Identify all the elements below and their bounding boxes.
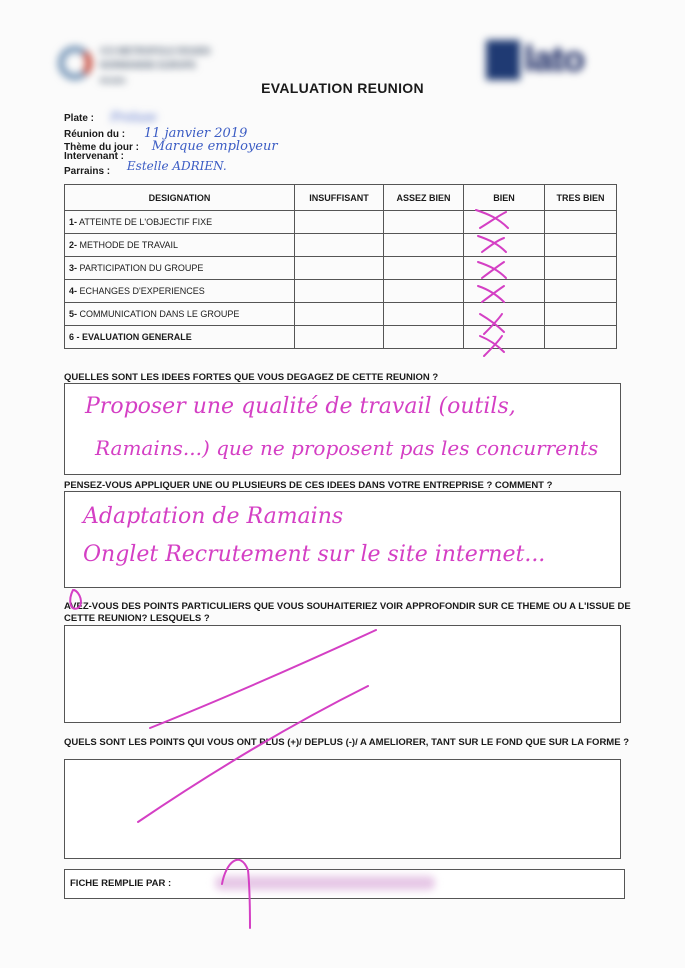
cell-insuffisant[interactable]: [295, 280, 384, 303]
sponsors-line: [64, 159, 227, 177]
cell-insuffisant[interactable]: [295, 326, 384, 349]
answer-2-line-2: Onglet Recrutement sur le site internet...: [83, 542, 546, 567]
place-label: Plate :: [64, 113, 95, 124]
speaker-label: Intervenant :: [64, 151, 125, 162]
theme-label: Thème du jour :: [64, 142, 139, 153]
cell-assez-bien[interactable]: [384, 234, 464, 257]
cell-tres-bien[interactable]: [545, 211, 617, 234]
col-assez-bien: ASSEZ BIEN: [384, 185, 464, 211]
cell-bien[interactable]: [464, 211, 545, 234]
answer-1-line-1: Proposer une qualité de travail (outils,: [85, 394, 516, 419]
cell-assez-bien[interactable]: [384, 257, 464, 280]
table-row: 6 - EVALUATION GENERALE: [65, 326, 617, 349]
cell-assez-bien[interactable]: [384, 303, 464, 326]
place-line: [64, 110, 157, 124]
cell-bien[interactable]: [464, 326, 545, 349]
cell-bien[interactable]: [464, 257, 545, 280]
cell-bien[interactable]: [464, 280, 545, 303]
answer-2-line-1: Adaptation de Ramains: [83, 504, 344, 529]
cell-insuffisant[interactable]: [295, 257, 384, 280]
table-row: 1- ATTEINTE DE L'OBJECTIF FIXE: [65, 211, 617, 234]
evaluation-table: [64, 184, 617, 349]
cell-tres-bien[interactable]: [545, 257, 617, 280]
table-row: 5- COMMUNICATION DANS LE GROUPE: [65, 303, 617, 326]
cell-assez-bien[interactable]: [384, 211, 464, 234]
table-row: 4- ECHANGES D'EXPERIENCES: [65, 280, 617, 303]
cell-tres-bien[interactable]: [545, 234, 617, 257]
question-3: AVEZ-VOUS DES POINTS PARTICULIERS QUE VOUS SOUHAITERIEZ VOIR APPROFONDIR SUR CE THEME OU A L'ISSUE DE CETTE REUNION? LESQUELS ?: [64, 601, 631, 624]
cell-tres-bien[interactable]: [545, 303, 617, 326]
theme-value: Marque employeur: [151, 139, 278, 154]
col-insuffisant: INSUFFISANT: [295, 185, 384, 211]
col-designation: DESIGNATION: [65, 185, 295, 211]
speaker-line: [64, 151, 124, 162]
answer-1-line-2: Ramains...) que ne proposent pas les concurrents: [95, 436, 599, 460]
cell-bien[interactable]: [464, 234, 545, 257]
question-4: QUELS SONT LES POINTS QUI VOUS ONT PLUS (+)/ DEPLUS (-)/ A AMELIORER, TANT SUR LE FOND QUE SUR LA FORME ?: [64, 737, 629, 748]
answer-box-2[interactable]: [64, 491, 621, 588]
answer-box-3[interactable]: [64, 625, 621, 723]
question-1: QUELLES SONT LES IDEES FORTES QUE VOUS DEGAGEZ DE CETTE REUNION ?: [64, 372, 439, 383]
sponsors-value: Estelle ADRIEN.: [126, 159, 227, 173]
cell-bien[interactable]: [464, 303, 545, 326]
col-bien: BIEN: [464, 185, 545, 211]
filled-by-label: FICHE REMPLIE PAR :: [70, 878, 172, 889]
sponsors-label: Parrains :: [64, 166, 111, 177]
col-tres-bien: TRES BIEN: [545, 185, 617, 211]
page-title: EVALUATION REUNION: [261, 80, 424, 96]
company-logo-right: lato: [482, 34, 622, 86]
table-row: 3- PARTICIPATION DU GROUPE: [65, 257, 617, 280]
filled-by-box[interactable]: [64, 869, 625, 899]
cell-assez-bien[interactable]: [384, 280, 464, 303]
question-2: PENSEZ-VOUS APPLIQUER UNE OU PLUSIEURS DE CES IDEES DANS VOTRE ENTREPRISE ? COMMENT ?: [64, 480, 553, 491]
cell-tres-bien[interactable]: [545, 280, 617, 303]
filled-by-signature: [215, 876, 435, 890]
company-logo-left: CCI METROPOLE ROUEN NORMANDIE EUROPE ROUEN: [52, 40, 252, 100]
table-header-row: [65, 185, 617, 211]
cell-assez-bien[interactable]: [384, 326, 464, 349]
cell-insuffisant[interactable]: [295, 211, 384, 234]
date-label: Réunion du :: [64, 129, 126, 140]
answer-box-1[interactable]: [64, 383, 621, 475]
place-value: Proluse: [110, 110, 157, 124]
table-row: 2- METHODE DE TRAVAIL: [65, 234, 617, 257]
answer-box-4[interactable]: [64, 759, 621, 859]
cell-insuffisant[interactable]: [295, 234, 384, 257]
cell-tres-bien[interactable]: [545, 326, 617, 349]
date-value: 11 janvier 2019: [143, 126, 248, 141]
cell-insuffisant[interactable]: [295, 303, 384, 326]
